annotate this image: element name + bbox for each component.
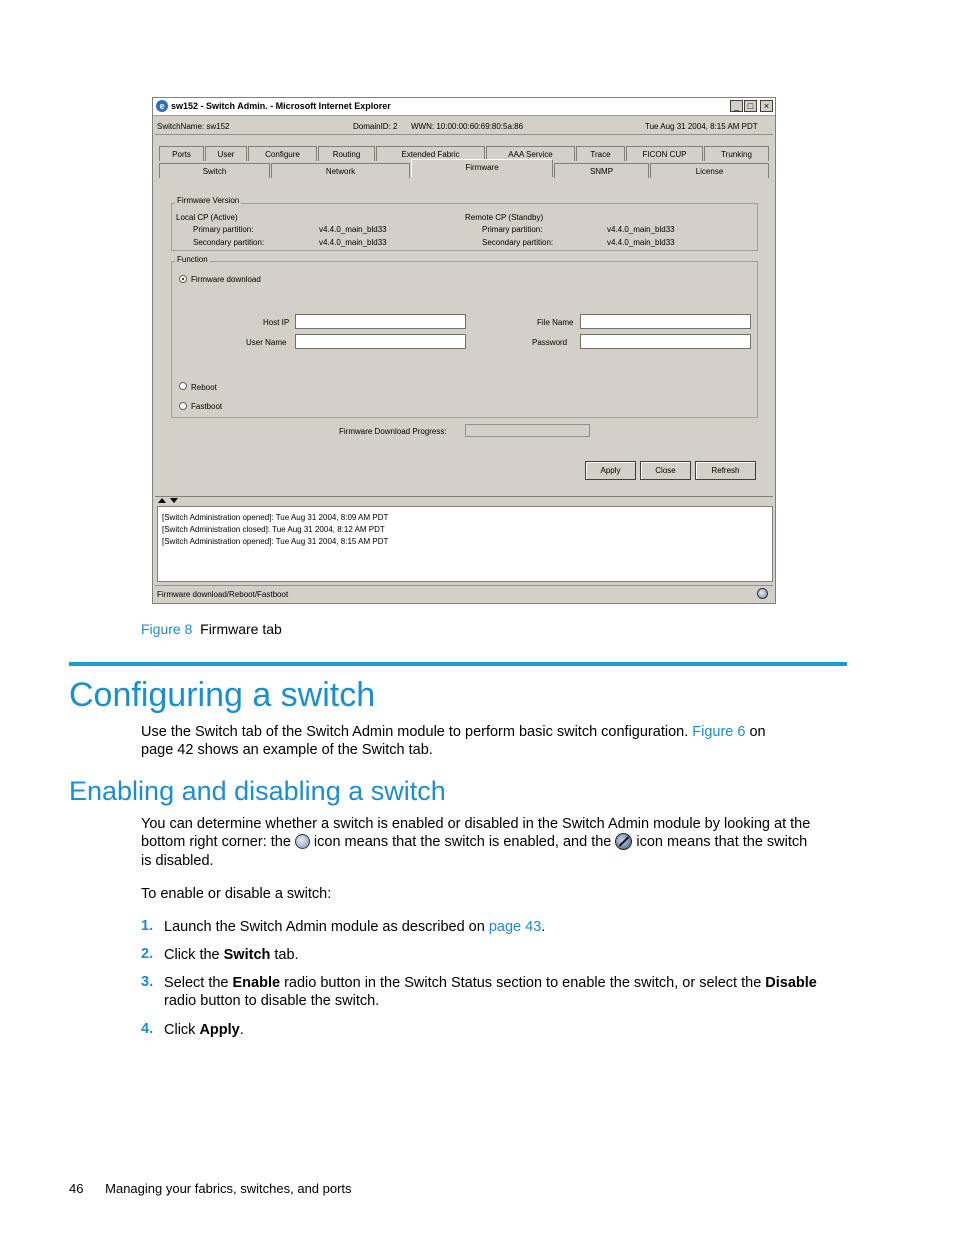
intro-paragraph [141, 723, 766, 741]
switch-status-icon [757, 588, 768, 599]
step-1 [164, 918, 545, 936]
file-name-input[interactable] [580, 314, 751, 329]
switch-name: SwitchName: sw152 [157, 122, 230, 131]
tab-configure[interactable]: Configure [248, 146, 317, 161]
section-rule [69, 662, 847, 666]
tab-switch[interactable]: Switch [159, 163, 270, 178]
host-ip-label: Host IP [263, 318, 290, 327]
tab-license[interactable]: License [650, 163, 769, 178]
event-log[interactable] [157, 506, 773, 582]
step-text: tab. [270, 947, 299, 963]
log-line: [Switch Administration opened]: Tue Aug 31 2004, 8:15 AM PDT [162, 537, 389, 546]
splitter-arrows-icon[interactable] [157, 498, 181, 504]
page-footer [69, 1181, 352, 1196]
enable-text: bottom right corner: the [141, 834, 291, 850]
wwn: WWN: 10:00:00:60:69:80:5a:86 [411, 122, 524, 131]
reboot-label: Reboot [191, 383, 217, 392]
switch-disabled-icon [615, 833, 632, 850]
download-progress-bar [465, 424, 590, 437]
step-bold: Switch [223, 947, 271, 963]
ie-icon: e [156, 100, 168, 112]
page-43-link[interactable]: page 43 [488, 919, 542, 935]
tab-ficon-cup[interactable]: FICON CUP [626, 146, 703, 161]
function-label: Function [177, 255, 208, 264]
switch-datetime: Tue Aug 31 2004, 8:15 AM PDT [645, 122, 758, 131]
tab-trunking[interactable]: Trunking [704, 146, 769, 161]
firmware-download-label: Firmware download [191, 275, 261, 284]
password-input[interactable] [580, 334, 751, 349]
figure-label: Figure 8 [141, 621, 193, 637]
remote-secondary-label: Secondary partition: [482, 238, 554, 247]
enable-text: icon means that the switch is enabled, and the [313, 834, 612, 850]
tab-snmp[interactable]: SNMP [554, 163, 649, 178]
window-titlebar [153, 98, 775, 116]
status-bar [155, 585, 773, 602]
to-enable-text: To enable or disable a switch: [141, 886, 332, 902]
firmware-version-label: Firmware Version [177, 196, 240, 205]
close-icon[interactable]: × [760, 100, 773, 112]
enable-paragraph-line3: is disabled. [141, 853, 214, 869]
progress-label: Firmware Download Progress: [339, 427, 447, 436]
step-bold: Disable [765, 975, 817, 991]
step-text: radio button in the Switch Status section to enable the switch, or select the [280, 975, 766, 991]
footer-text: Managing your fabrics, switches, and ports [105, 1181, 352, 1196]
user-name-label: User Name [246, 338, 287, 347]
step-2 [164, 946, 299, 964]
enable-text: icon means that the switch [636, 834, 808, 850]
local-secondary-value: v4.4.0_main_bld33 [319, 238, 387, 247]
remote-cp-label: Remote CP (Standby) [465, 213, 544, 222]
intro-paragraph-line2: page 42 shows an example of the Switch tab. [141, 742, 433, 758]
step-3-line2: radio button to disable the switch. [164, 993, 380, 1009]
user-name-input[interactable] [295, 334, 466, 349]
step-text: Click the [164, 947, 224, 963]
refresh-button[interactable]: Refresh [695, 461, 756, 480]
step-text: . [541, 919, 546, 935]
switch-enabled-icon [295, 834, 310, 849]
fastboot-label: Fastboot [191, 402, 223, 411]
status-text: Firmware download/Reboot/Fastboot [157, 590, 289, 599]
step-text: Click [164, 1022, 200, 1038]
figure-caption [141, 621, 282, 637]
local-primary-label: Primary partition: [193, 225, 254, 234]
tab-extended-fabric[interactable]: Extended Fabric [376, 146, 485, 161]
fastboot-radio[interactable] [179, 402, 187, 410]
step-number: 2. [141, 946, 154, 962]
step-4 [164, 1021, 244, 1039]
tab-ports[interactable]: Ports [159, 146, 204, 161]
intro-text: Use the Switch tab of the Switch Admin module to perform basic switch configuration. [141, 724, 693, 740]
figure-6-link[interactable]: Figure 6 [692, 724, 746, 740]
step-text: . [239, 1022, 244, 1038]
step-bold: Apply [199, 1022, 240, 1038]
password-label: Password [532, 338, 568, 347]
tab-user[interactable]: User [205, 146, 247, 161]
intro-text: on [745, 724, 766, 740]
step-number: 4. [141, 1021, 154, 1037]
step-text: Launch the Switch Admin module as described on [164, 919, 489, 935]
host-ip-input[interactable] [295, 314, 466, 329]
switch-info-bar [155, 118, 773, 135]
page-number: 46 [69, 1181, 84, 1196]
apply-button[interactable]: Apply [585, 461, 636, 480]
local-secondary-label: Secondary partition: [193, 238, 265, 247]
enable-paragraph-line2 [141, 833, 807, 851]
remote-primary-value: v4.4.0_main_bld33 [607, 225, 675, 234]
domain-id: DomainID: 2 [353, 122, 398, 131]
local-cp-label: Local CP (Active) [176, 213, 238, 222]
step-bold: Enable [232, 975, 281, 991]
window-title: sw152 - Switch Admin. - Microsoft Internet Explorer [171, 101, 391, 111]
step-3 [164, 974, 817, 992]
remote-secondary-value: v4.4.0_main_bld33 [607, 238, 675, 247]
minimize-icon[interactable]: _ [730, 100, 743, 112]
splitter-bar[interactable] [155, 496, 773, 504]
file-name-label: File Name [537, 318, 574, 327]
step-number: 1. [141, 918, 154, 934]
remote-primary-label: Primary partition: [482, 225, 543, 234]
close-button[interactable]: Close [640, 461, 691, 480]
tab-aaa-service[interactable]: AAA Service [486, 146, 575, 161]
section-heading: Enabling and disabling a switch [69, 776, 446, 806]
log-line: [Switch Administration closed]: Tue Aug 31 2004, 8:12 AM PDT [162, 525, 385, 534]
tab-trace[interactable]: Trace [576, 146, 625, 161]
figure-caption-text: Firmware tab [200, 621, 282, 637]
step-text: Select the [164, 975, 233, 991]
tab-network[interactable]: Network [271, 163, 410, 178]
reboot-radio[interactable] [179, 382, 187, 390]
tab-firmware[interactable]: Firmware [411, 159, 553, 177]
log-line: [Switch Administration opened]: Tue Aug 31 2004, 8:09 AM PDT [162, 513, 389, 522]
step-number: 3. [141, 974, 154, 990]
page-title: Configuring a switch [69, 676, 376, 714]
switch-admin-window [152, 97, 776, 604]
maximize-icon[interactable]: □ [744, 100, 757, 112]
local-primary-value: v4.4.0_main_bld33 [319, 225, 387, 234]
tab-routing[interactable]: Routing [318, 146, 375, 161]
firmware-download-radio[interactable] [179, 275, 187, 283]
enable-paragraph-line1: You can determine whether a switch is enabled or disabled in the Switch Admin module by looking at the [141, 816, 811, 832]
